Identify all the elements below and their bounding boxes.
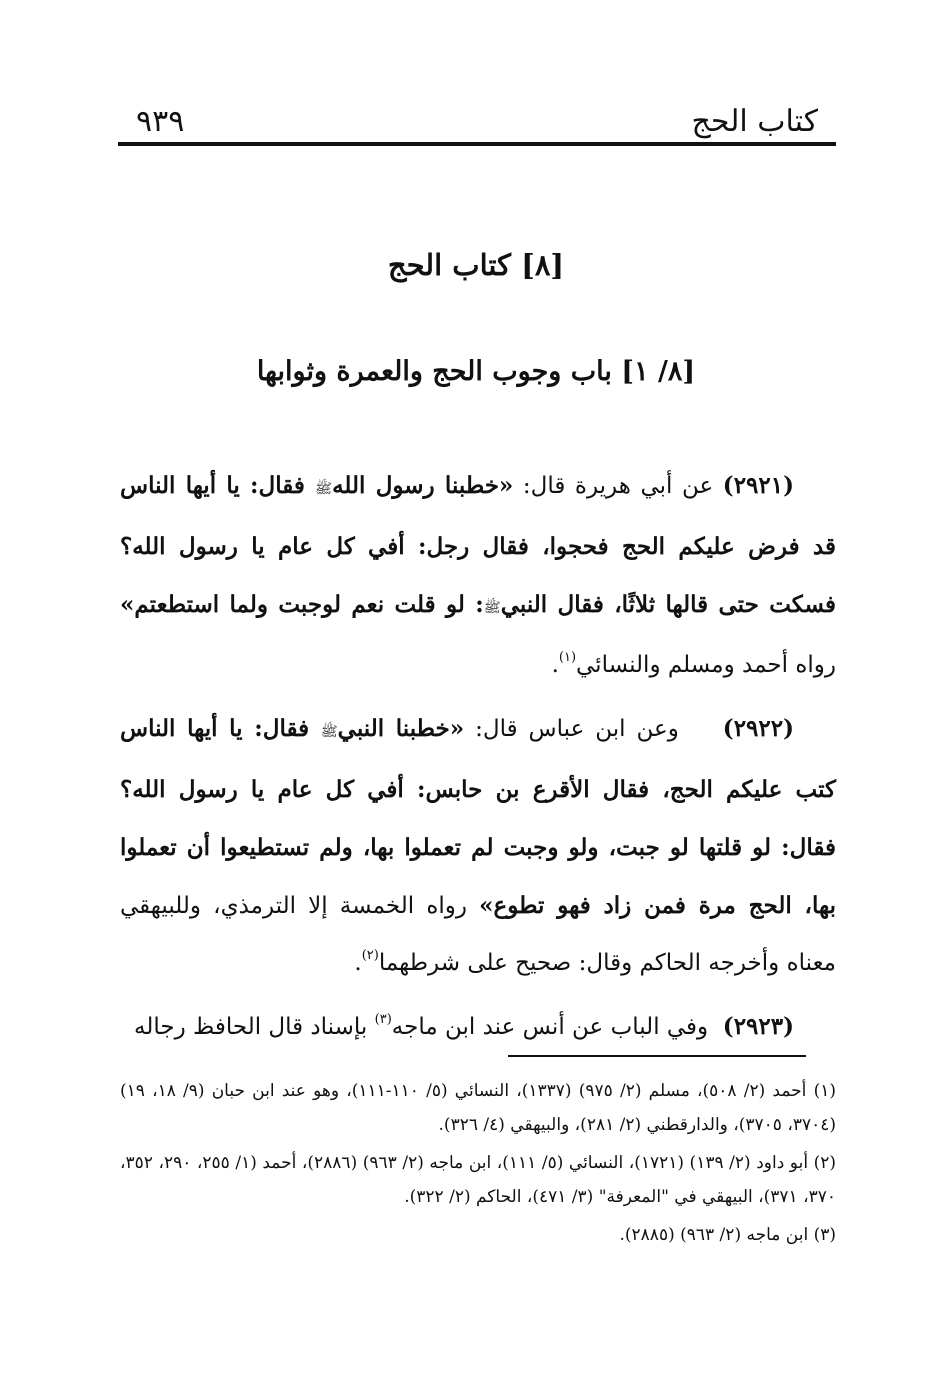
running-header — [118, 100, 836, 146]
hadith-quote: فقال: يا أيها الناس كتب عليكم الحج، فقال الأقرع بن حابس: أفي كل عام يا رسول الله؟ فقال: لو قلتها لو جبت، ولو وجبت لم تعملوا بها، ولم تستطيعوا أن تعملوا بها، الحج مرة فمن زاد فهو تطوع» — [120, 715, 836, 919]
hadith-quote: «خطبنا رسول الله — [332, 472, 514, 499]
chapter-title: [٨/ ١] باب وجوب الحج والعمرة وثوابها — [256, 356, 696, 387]
hadith-source: رواه الخمسة إلا الترمذي، وللبيهقي معناه وأخرجه الحاكم وقال: صحيح على شرطهما — [120, 893, 836, 976]
hadith-number: (٢٩٢٣) — [722, 1013, 794, 1040]
footnote-2: (٢) أبو داود (٢/ ١٣٩) (١٧٢١)، النسائي (٥/ ١١١)، ابن ماجه (٢/ ٩٦٣) (٢٨٨٦)، أحمد (١/ ٢٥٥، ٢٩٠، ٣٥٢، ٣٧٠، ٣٧١)، البيهقي في "المعرفة" (٣/ ٤٧١)، الحاكم (٢/ ٣٢٢). — [120, 1153, 836, 1207]
footnote-3: (٣) ابن ماجه (٢/ ٩٦٣) (٢٨٨٥). — [619, 1225, 836, 1245]
salutation-glyph: ﷺ — [320, 724, 338, 740]
page-number: ٩٣٩ — [136, 104, 185, 139]
footnote-separator — [508, 1055, 806, 1057]
salutation-glyph: ﷺ — [483, 600, 501, 616]
header-rule — [118, 142, 836, 146]
book-title: [٨] كتاب الحج — [387, 248, 565, 282]
footnotes — [120, 1074, 836, 1256]
hadith-number: (٢٩٢٢) — [722, 715, 794, 742]
hadith-quote: : لو قلت نعم لوجبت ولما استطعتم» — [120, 591, 484, 618]
hadith-2923 — [120, 998, 836, 1056]
hadith-text: وفي الباب عن أنس عند ابن ماجه — [391, 1014, 709, 1040]
footnote-ref-1[interactable]: (١) — [558, 650, 577, 665]
footnote-ref-3[interactable]: (٣) — [374, 1012, 392, 1027]
hadith-quote: فقال: يا أيها الناس قد فرض عليكم الحج فحجوا، فقال رجل: أفي كل عام يا رسول الله؟ فسكت حتى قالها ثلاثًا، فقال النبي — [120, 472, 836, 618]
hadith-number: (٢٩٢١) — [722, 472, 794, 499]
running-title: كتاب الحج — [691, 104, 818, 139]
hadith-2921 — [120, 457, 836, 694]
footnote-ref-2[interactable]: (٢) — [361, 948, 379, 963]
salutation-glyph: ﷺ — [315, 481, 333, 497]
sentence-end: . — [551, 652, 559, 678]
hadith-intro: عن أبي هريرة قال: — [513, 473, 714, 499]
sentence-end: . — [354, 950, 362, 976]
hadith-text: بإسناد قال الحافظ رجاله — [134, 1014, 375, 1040]
hadith-quote: «خطبنا النبي — [337, 715, 465, 742]
hadith-2922 — [120, 700, 836, 992]
hadith-intro: وعن ابن عباس قال: — [464, 716, 679, 742]
hadith-source: رواه أحمد ومسلم والنسائي — [576, 652, 836, 678]
main-text — [120, 457, 836, 1062]
footnote-1: (١) أحمد (٢/ ٥٠٨)، مسلم (٢/ ٩٧٥) (١٣٣٧)، النسائي (٥/ ١١٠-١١١)، وهو عند ابن حبان (٩/ ١٨، ١٩) (٣٧٠٤، ٣٧٠٥)، والدارقطني (٢/ ٢٨١)، والبيهقي (٤/ ٣٢٦). — [120, 1081, 836, 1135]
